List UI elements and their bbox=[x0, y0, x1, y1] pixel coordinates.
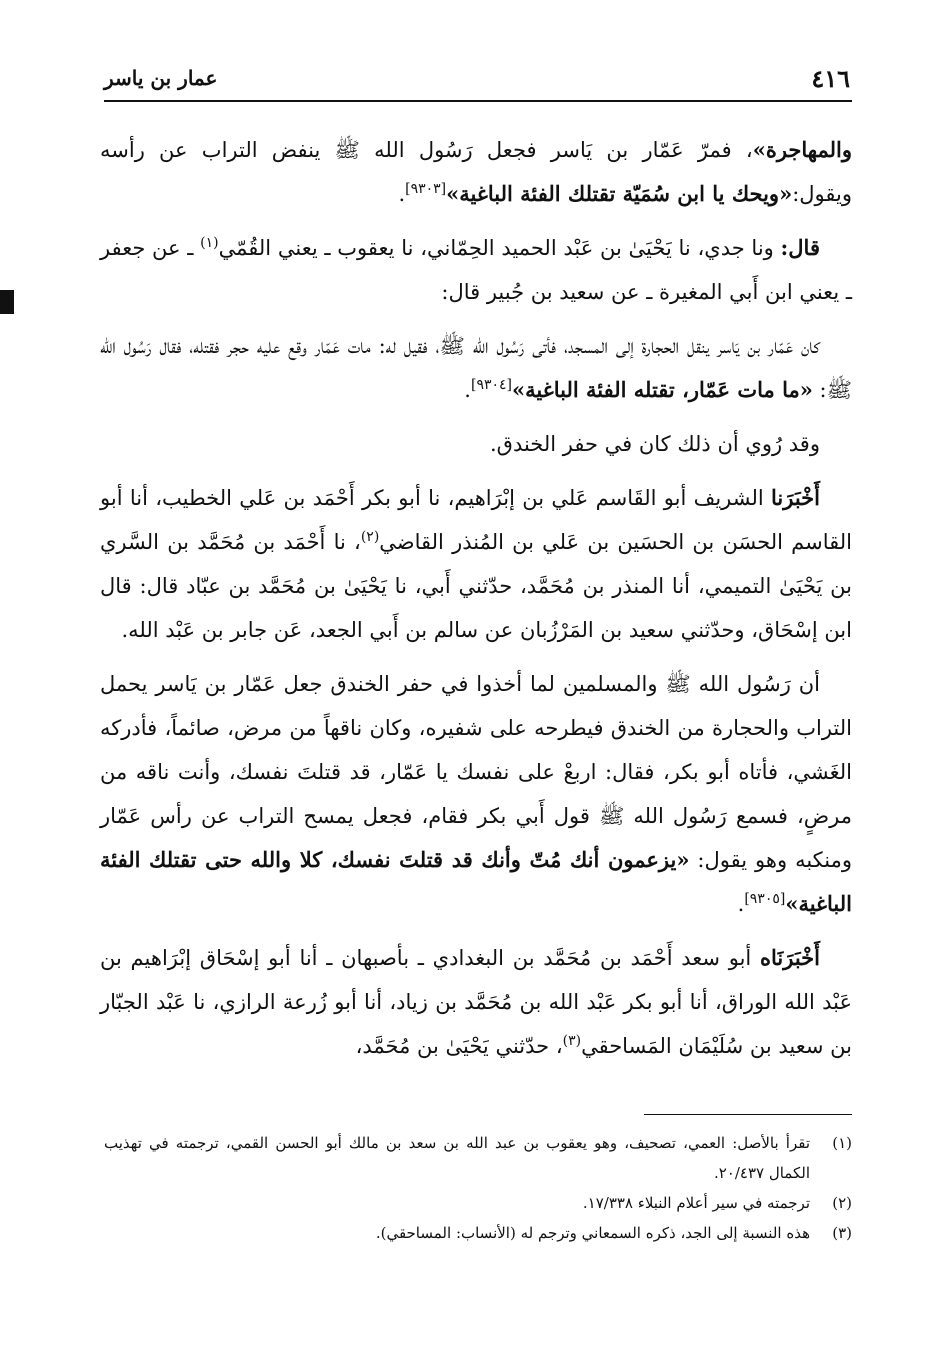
bold-term: قال: bbox=[780, 235, 820, 260]
paragraph-7 bbox=[100, 936, 852, 1068]
paragraph-end: . bbox=[464, 378, 471, 402]
running-title: عمار بن ياسر bbox=[104, 66, 218, 90]
paragraph-text: ، حدّثني يَحْيَىٰ بن مُحَمَّد، bbox=[355, 1034, 563, 1058]
paragraph-text: الشريف أبو القَاسم عَلي بن إبْرَاهيم، نا أبو بكر أَحْمَد بن عَلي الخطيب، أنا أبو القاسم الحسَن بن الحسَين بن عَلي بن المُنذر القاضي bbox=[100, 486, 852, 554]
paragraph-text: أبو سعد أَحْمَد بن مُحَمَّد بن البغدادي ـ بأصبهان ـ أنا أبو إسْحَاق إبْرَاهيم بن عَبْد الله الوراق، أنا أبو بكر عَبْد الله بن مُحَمَّد بن زياد، أنا أبو زُرعة الرازي، نا عَبْد الجبّار بن سعيد بن سُلَيْمَان المَساحقي bbox=[100, 946, 852, 1058]
paragraph-end: . bbox=[737, 892, 745, 916]
paragraph-1 bbox=[100, 128, 852, 216]
page-header bbox=[104, 58, 850, 98]
paragraph-text: أن رَسُول الله ﷺ والمسلمين لما أخذوا في حفر الخندق جعل عَمّار بن يَاسر يحمل التراب والحجارة من الخندق فيطرحه على شفيره، وكان ناقهاً من مرض، صائماً، فأدركه الغَشي، فأتاه أبو بكر، فقال: اربعْ على نفسك يا عَمّار، قد قتلتَ نفسك، وأنت ناقه من مرضٍ، فسمع رَسُول الله ﷺ قول أَبي بكر فقام، فجعل يمسح التراب عن رأس عَمّار ومنكبه وهو يقول: bbox=[100, 672, 852, 872]
hadith-number: [٩٣٠٤] bbox=[470, 377, 512, 393]
hadith-quote: «ما مات عَمّار، تقتله الفئة الباغية» bbox=[512, 377, 813, 402]
paragraph-4: وقد رُوي أن ذلك كان في حفر الخندق. bbox=[489, 432, 820, 456]
paragraph-end: . bbox=[398, 182, 406, 206]
main-text bbox=[100, 128, 852, 1068]
footnote-text: هذه النسبة إلى الجد، ذكره السمعاني وترجم له (الأنساب: المساحقي). bbox=[375, 1224, 810, 1242]
scan-edge-mark bbox=[0, 290, 14, 314]
bold-term: أَخْبَرَنا bbox=[771, 485, 820, 510]
footnote-number: (١) bbox=[832, 1134, 852, 1152]
footnotes bbox=[104, 1128, 852, 1248]
paragraph-3 bbox=[100, 324, 852, 412]
page-number: ٤١٦ bbox=[811, 64, 850, 93]
footnote-number: (٣) bbox=[832, 1224, 852, 1242]
bold-term: أَخْبَرَنَاه bbox=[760, 945, 820, 970]
footnote-ref-2: (٢) bbox=[360, 529, 380, 545]
paragraph-text: ـ عن جعفر ـ يعني ابن أَبي المغيرة ـ عن سعيد بن جُبير قال: bbox=[100, 236, 852, 304]
footnote-number: (٢) bbox=[832, 1194, 852, 1212]
paragraph-text: ، فمرّ عَمّار بن يَاسر فجعل رَسُول الله ﷺ ينفض التراب عن رأسه ويقول: bbox=[100, 138, 852, 206]
footnote-1 bbox=[104, 1128, 852, 1188]
paragraph-2 bbox=[100, 226, 852, 314]
hadith-number: [٩٣٠٥] bbox=[744, 891, 786, 907]
paragraph-text: ونا جدي، نا يَحْيَىٰ بن عَبْد الحميد الحِمّاني، نا يعقوب ـ يعني القُمّي bbox=[218, 236, 781, 260]
footnote-text: ترجمته في سير أعلام النبلاء ١٧/٣٣٨. bbox=[582, 1194, 810, 1212]
paragraph-text: ، نا أَحْمَد بن مُحَمَّد بن السَّري بن يَحْيَىٰ التميمي، أنا المنذر بن مُحَمَّد، حدّثني أَبي، نا يَحْيَىٰ بن مُحَمَّد بن عبّاد قال: قال ابن إسْحَاق، وحدّثني سعيد بن المَرْزُبان عن سالم بن أَبي الجعد، عَن جابر بن عَبْد الله. bbox=[100, 530, 852, 642]
hadith-number: [٩٣٠٣] bbox=[405, 181, 447, 197]
paragraph-text: كان عَمّار بن يَاسر ينقل الحجارة إلى المسجد، فأتى رَسُول الله ﷺ، فقيل له: مات عَمّار وقع عليه حجر فقتله، فقال رَسُول الله ﷺ: bbox=[100, 334, 852, 402]
paragraph-5 bbox=[100, 476, 852, 652]
footnote-ref-3: (٣) bbox=[562, 1033, 582, 1049]
hadith-quote: «يزعمون أنك مُتّ وأنك قد قتلتَ نفسك، كلا والله حتى تقتلك الفئة الباغية» bbox=[100, 847, 852, 916]
footnote-text: تقرأ بالأصل: العمي، تصحيف، وهو يعقوب بن عبد الله بن سعد بن مالك أبو الحسن القمي، ترجمته في تهذيب الكمال ٢٠/٤٣٧. bbox=[104, 1134, 810, 1182]
footnote-2 bbox=[104, 1188, 852, 1218]
paragraph-6 bbox=[100, 662, 852, 926]
hadith-quote: «ويحك يا ابن سُمَيّة تقتلك الفئة الباغية» bbox=[446, 181, 793, 206]
footnote-divider bbox=[644, 1114, 852, 1115]
bold-term: والمهاجرة» bbox=[752, 137, 852, 162]
footnote-3 bbox=[104, 1218, 852, 1248]
header-divider bbox=[104, 100, 852, 102]
footnote-ref-1: (١) bbox=[200, 235, 219, 251]
